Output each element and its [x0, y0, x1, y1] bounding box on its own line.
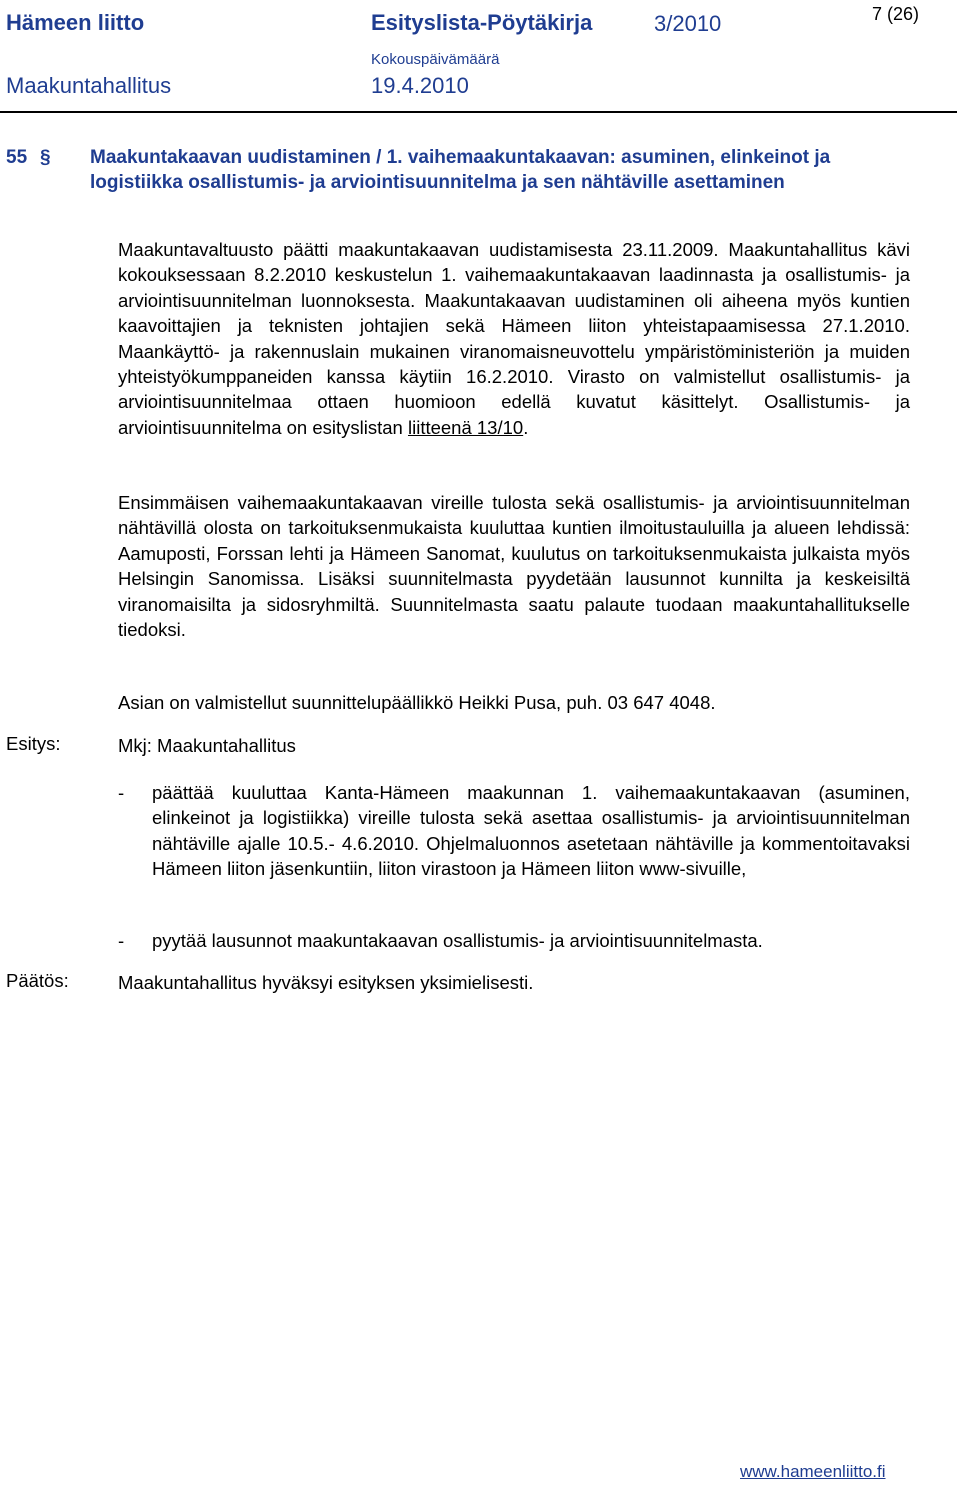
item-dash: -: [118, 782, 125, 803]
section-number: 55: [6, 147, 28, 168]
proposal-by: Mkj: Maakuntahallitus: [118, 735, 296, 756]
paragraph-background-text: Maakuntavaltuusto päätti maakuntakaavan uudistamisesta 23.11.2009. Maakuntahallitus kävi kokouksessaan 8.2.2010 keskustelun 1. vaihemaakuntakaavan laadinnasta ja osallistumis- ja arviointisuunnitelman luonnoksesta. Maakuntakaavan uudistaminen oli aiheena myös kuntien kaavoittajien ja teknisten johtajien sekä Hämeen liiton yhteistapaamisessa 27.1.2010. Maankäyttö- ja rakennuslain mukainen viranomaisneuvottelu ympäristöministeriön ja muiden yhteistyökumppaneiden kanssa käytiin 16.2.2010. Virasto on valmistellut osallistumis- ja arviointisuunnitelmaa ottaen huomioon edellä kuvatut käsittelyt. Osallistumis- ja arviointisuunnitelma on esityslistan: [118, 239, 910, 438]
section-title: Maakuntakaavan uudistaminen / 1. vaihemaakuntakaavan: asuminen, elinkeinot ja logistiikka osallistumis- ja arviointisuunnitelma ja sen nähtäville asettaminen: [90, 147, 831, 193]
org-name: Hämeen liitto: [6, 10, 145, 35]
page-number: 7 (26): [872, 4, 920, 24]
section-symbol: §: [40, 147, 51, 168]
doc-number: 3/2010: [654, 11, 722, 36]
paragraph-preparer: Asian on valmistellut suunnittelupäällikkö Heikki Pusa, puh. 03 647 4048.: [118, 692, 716, 713]
proposal-item: [118, 780, 910, 882]
meeting-date-label: Kokouspäivämäärä: [371, 51, 500, 68]
header-rule: [0, 111, 957, 113]
meeting-date: 19.4.2010: [371, 73, 469, 98]
item-dash: -: [118, 930, 125, 951]
doc-type: Esityslista-Pöytäkirja: [371, 10, 593, 35]
section-heading: [6, 145, 906, 195]
paragraph-background: [118, 237, 910, 440]
footer-website-link[interactable]: www.hameenliitto.fi: [740, 1462, 886, 1481]
decision-text: Maakuntahallitus hyväksyi esityksen yksimielisesti.: [118, 972, 534, 993]
item-text: päättää kuuluttaa Kanta-Hämeen maakunnan 1. vaihemaakuntakaavan (asuminen, elinkeinot ja logistiikka) vireille tulosta sekä asettaa osallistumis- ja arviointisuunnitelman nähtäville ajalle 10.5.- 4.6.2010. Ohjelmaluonnos asetetaan nähtäville ja kommentoitavaksi Hämeen liiton jäsenkuntiin, liiton virastoon ja Hämeen liiton www-sivuille,: [152, 782, 910, 880]
item-text: pyytää lausunnot maakuntakaavan osallistumis- ja arviointisuunnitelmasta.: [152, 930, 763, 951]
proposal-label: Esitys:: [6, 733, 61, 754]
paragraph-announcement: Ensimmäisen vaihemaakuntakaavan vireille tulosta sekä osallistumis- ja arviointisuunnitelman nähtävillä olosta on tarkoituksenmukaista kuuluttaa kuntien ilmoitustauluilla ja alueen lehdissä: Aamuposti, Forssan lehti ja Hämeen Sanomat, kuulutus on tarkoituksenmukaista julkaista myös Helsingin Sanomissa. Lisäksi suunnitelmasta pyydetään lausunnot kunnilta ja keskeisiltä viranomaisilta ja sidosryhmiltä. Suunnitelmasta saatu palaute tuodaan maakuntahallitukselle tiedoksi.: [118, 492, 910, 641]
decision-label: Päätös:: [6, 970, 69, 991]
proposal-item: [118, 928, 910, 953]
attachment-link[interactable]: liitteenä 13/10: [407, 416, 524, 438]
paragraph-end: .: [523, 416, 529, 438]
body-name: Maakuntahallitus: [6, 73, 172, 98]
